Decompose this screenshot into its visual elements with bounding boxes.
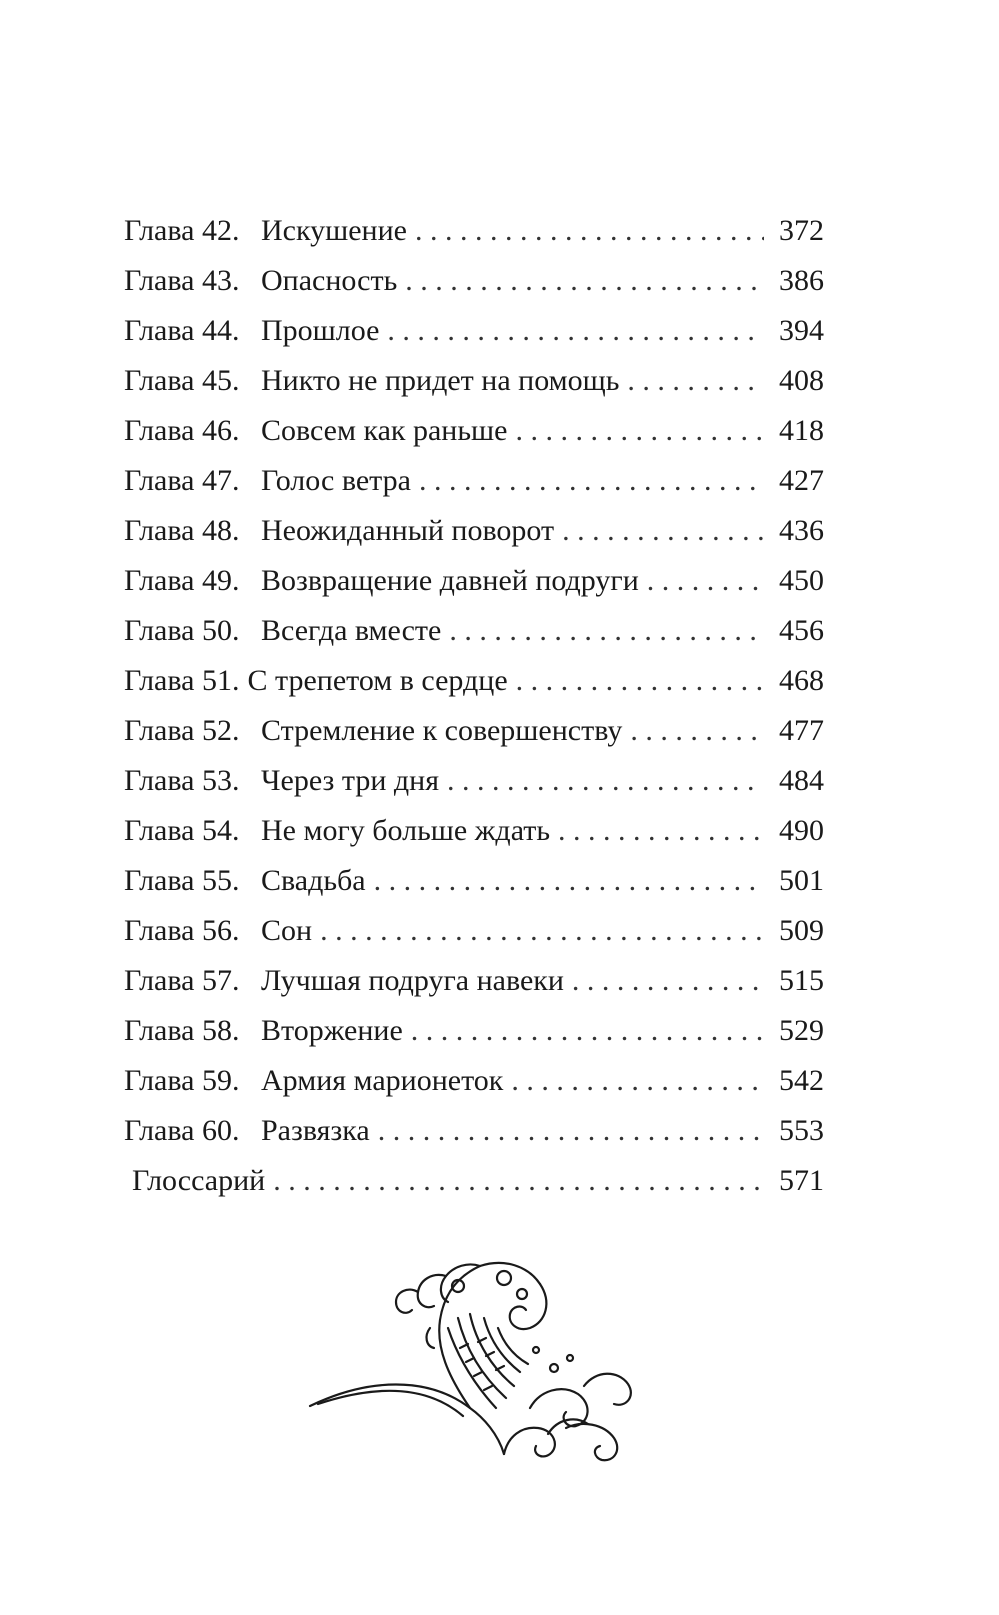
toc-entry[interactable] — [124, 1006, 824, 1056]
page-number: 484 — [779, 764, 824, 797]
dot-leader — [511, 1056, 764, 1106]
chapter-number: Глава 55. — [124, 864, 240, 897]
page-number: 542 — [779, 1064, 824, 1097]
toc-entry[interactable] — [124, 756, 824, 806]
toc-entry[interactable] — [124, 556, 824, 606]
chapter-number: Глава 45. — [124, 364, 240, 397]
chapter-title: Никто не придет на помощь — [261, 364, 620, 397]
dot-leader — [627, 356, 764, 406]
dot-leader — [516, 656, 764, 706]
toc-entry[interactable] — [124, 856, 824, 906]
chapter-number: Глава 43. — [124, 264, 240, 297]
toc-entry[interactable] — [124, 456, 824, 506]
chapter-title: Развязка — [261, 1114, 370, 1147]
page-number: 436 — [779, 514, 824, 547]
toc-entry[interactable] — [124, 1156, 824, 1206]
dot-leader — [572, 956, 764, 1006]
chapter-title: Стремление к совершенству — [261, 714, 623, 747]
page-number: 427 — [779, 464, 824, 497]
dot-leader — [405, 256, 764, 306]
chapter-number: Глава 49. — [124, 564, 240, 597]
dot-leader — [558, 806, 764, 856]
toc-entry[interactable] — [124, 1106, 824, 1156]
chapter-number: Глава 54. — [124, 814, 240, 847]
toc-entry[interactable] — [124, 206, 824, 256]
dot-leader — [515, 406, 764, 456]
chapter-number: Глава 57. — [124, 964, 240, 997]
toc-entry[interactable] — [124, 706, 824, 756]
page-number: 515 — [779, 964, 824, 997]
toc-entry[interactable] — [124, 906, 824, 956]
chapter-number: Глава 59. — [124, 1064, 240, 1097]
chapter-title: Не могу больше ждать — [261, 814, 551, 847]
chapter-number: Глава 52. — [124, 714, 240, 747]
chapter-title: Лучшая подруга навеки — [261, 964, 564, 997]
dot-leader — [647, 556, 764, 606]
chapter-title: Глоссарий — [132, 1164, 266, 1197]
dot-leader — [411, 1006, 764, 1056]
dot-leader — [562, 506, 764, 556]
chapter-number: Глава 53. — [124, 764, 240, 797]
toc-entry[interactable] — [124, 406, 824, 456]
dot-leader — [419, 456, 764, 506]
dot-leader — [447, 756, 764, 806]
dot-leader — [374, 856, 764, 906]
chapter-title: Совсем как раньше — [261, 414, 508, 447]
chapter-title: Через три дня — [261, 764, 439, 797]
chapter-title: Опасность — [261, 264, 398, 297]
table-of-contents — [124, 206, 824, 1206]
page-number: 477 — [779, 714, 824, 747]
chapter-title: Искушение — [261, 214, 407, 247]
dot-leader — [387, 306, 764, 356]
dot-leader — [415, 206, 764, 256]
chapter-title: Свадьба — [261, 864, 366, 897]
toc-entry[interactable] — [124, 1056, 824, 1106]
page-number: 468 — [779, 664, 824, 697]
page-number: 456 — [779, 614, 824, 647]
chapter-number: Глава 42. — [124, 214, 240, 247]
page-number: 509 — [779, 914, 824, 947]
page-number: 553 — [779, 1114, 824, 1147]
page-number: 450 — [779, 564, 824, 597]
chapter-number: Глава 60. — [124, 1114, 240, 1147]
toc-entry[interactable] — [124, 356, 824, 406]
dot-leader — [273, 1156, 764, 1206]
dot-leader — [320, 906, 764, 956]
chapter-title: Всегда вместе — [261, 614, 442, 647]
chapter-title: Неожиданный поворот — [261, 514, 555, 547]
chapter-number: Глава 51. — [124, 664, 240, 697]
toc-entry[interactable] — [124, 606, 824, 656]
wave-icon — [308, 1258, 638, 1468]
page-number: 490 — [779, 814, 824, 847]
toc-entry[interactable] — [124, 506, 824, 556]
page-number: 408 — [779, 364, 824, 397]
chapter-number: Глава 44. — [124, 314, 240, 347]
chapter-number: Глава 58. — [124, 1014, 240, 1047]
chapter-title: Голос ветра — [261, 464, 411, 497]
chapter-title: Армия марионеток — [261, 1064, 504, 1097]
page-number: 529 — [779, 1014, 824, 1047]
chapter-number: Глава 50. — [124, 614, 240, 647]
dot-leader — [449, 606, 764, 656]
toc-entry[interactable] — [124, 306, 824, 356]
page-number: 501 — [779, 864, 824, 897]
chapter-title: Возвращение давней подруги — [261, 564, 639, 597]
chapter-number: Глава 46. — [124, 414, 240, 447]
dot-leader — [378, 1106, 764, 1156]
dot-leader — [630, 706, 764, 756]
toc-entry[interactable] — [124, 256, 824, 306]
chapter-title: С трепетом в сердце — [247, 664, 508, 697]
chapter-title: Вторжение — [261, 1014, 403, 1047]
toc-entry[interactable] — [124, 806, 824, 856]
page-number: 394 — [779, 314, 824, 347]
page-number: 372 — [779, 214, 824, 247]
page-number: 386 — [779, 264, 824, 297]
chapter-number: Глава 48. — [124, 514, 240, 547]
chapter-title: Сон — [261, 914, 313, 947]
page-number: 571 — [779, 1164, 824, 1197]
chapter-number: Глава 56. — [124, 914, 240, 947]
page-number: 418 — [779, 414, 824, 447]
chapter-number: Глава 47. — [124, 464, 240, 497]
chapter-title: Прошлое — [261, 314, 380, 347]
toc-entry[interactable] — [124, 956, 824, 1006]
toc-entry[interactable] — [124, 656, 824, 706]
